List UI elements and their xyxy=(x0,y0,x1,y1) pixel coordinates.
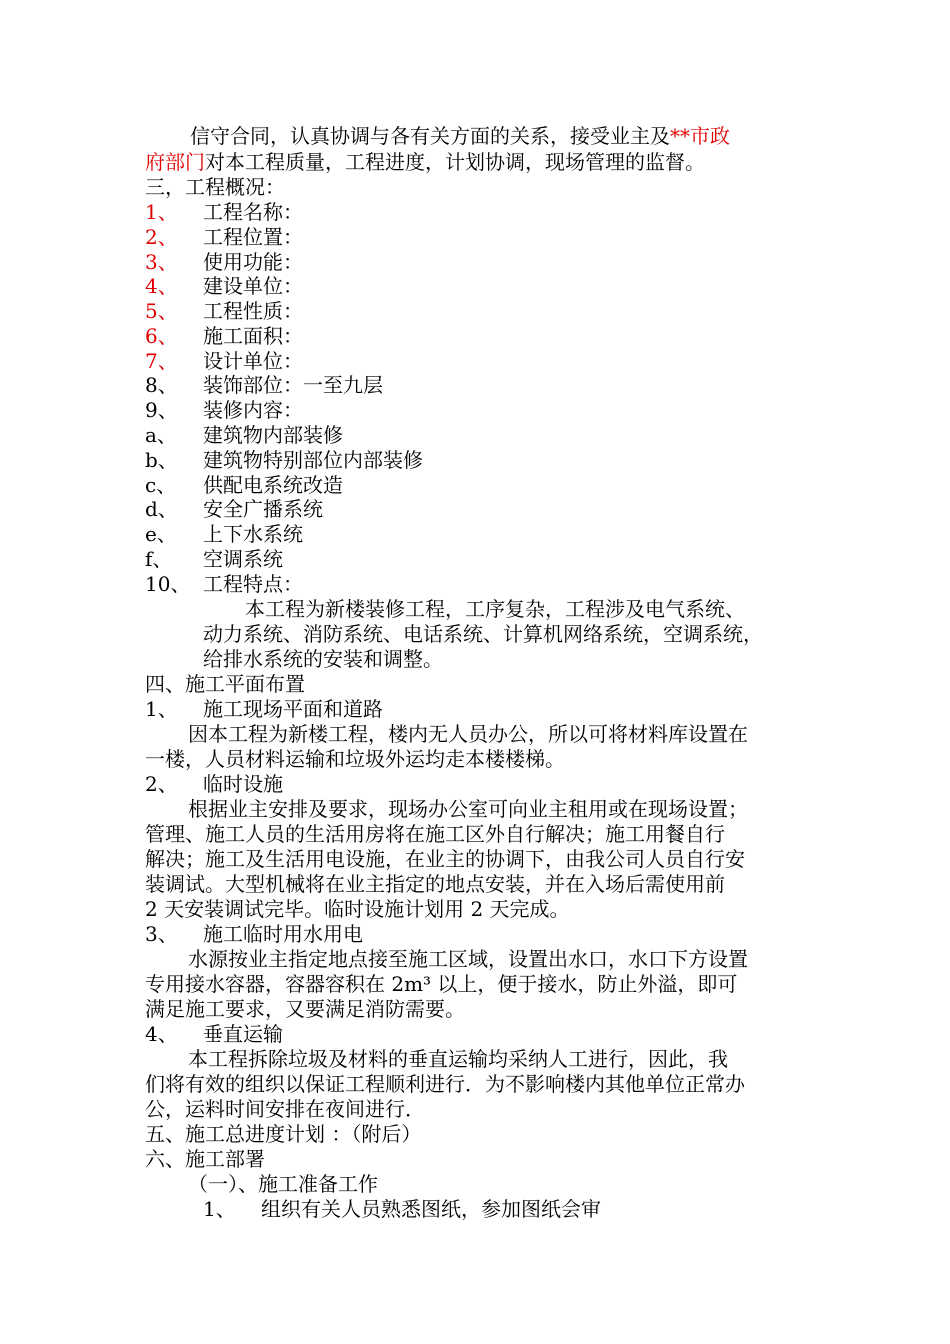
item-number: 4、 xyxy=(145,274,178,298)
content-subitem xyxy=(145,497,323,521)
subsection-label: 施工临时用水用电 xyxy=(203,922,363,946)
subitem-label: 建筑物内部装修 xyxy=(203,423,343,447)
item-label: 工程位置： xyxy=(203,225,303,249)
item-label: 设计单位： xyxy=(203,349,303,373)
overview-item xyxy=(145,200,303,224)
subitem-label: 安全广播系统 xyxy=(203,497,323,521)
paragraph-line: 专用接水容器，容器容积在 2m³ 以上，便于接水，防止外溢，即可 xyxy=(145,972,738,996)
overview-item xyxy=(145,373,383,397)
intro-text: 对本工程质量，工程进度，计划协调，现场管理的监督。 xyxy=(205,150,705,174)
overview-item xyxy=(145,274,303,298)
section4-heading: 四、施工平面布置 xyxy=(145,672,305,696)
intro-line-2 xyxy=(145,150,705,174)
overview-item xyxy=(145,225,303,249)
item-number: 10、 xyxy=(145,572,191,596)
item-label: 组织有关人员熟悉图纸，参加图纸会审 xyxy=(261,1197,601,1221)
paragraph-line: 公，运料时间安排在夜间进行． xyxy=(145,1097,425,1121)
item-number: 1、 xyxy=(203,1197,236,1221)
item-number: 1、 xyxy=(145,200,178,224)
paragraph-line: 们将有效的组织以保证工程顺利进行．为不影响楼内其他单位正常办 xyxy=(145,1072,745,1096)
item-number: 9、 xyxy=(145,398,178,422)
intro-highlight: 府部门 xyxy=(145,150,205,174)
subitem-label: 供配电系统改造 xyxy=(203,473,343,497)
overview-item xyxy=(145,398,303,422)
item-label: 施工面积： xyxy=(203,324,303,348)
item-number: 3、 xyxy=(145,250,178,274)
intro-highlight: **市政 xyxy=(670,124,730,148)
paragraph-line: 水源按业主指定地点接至施工区域，设置出水口，水口下方设置 xyxy=(188,947,748,971)
subsection-label: 垂直运输 xyxy=(203,1022,283,1046)
item-label: 建设单位： xyxy=(203,274,303,298)
overview-item xyxy=(145,572,303,596)
content-subitem xyxy=(145,547,283,571)
subitem-letter: e、 xyxy=(145,522,177,546)
paragraph-line: 满足施工要求，又要满足消防需要。 xyxy=(145,997,465,1021)
subitem-label: 上下水系统 xyxy=(203,522,303,546)
paragraph-line: 装调试。大型机械将在业主指定的地点安装，并在入场后需使用前 xyxy=(145,872,725,896)
subsection-title xyxy=(145,1022,283,1046)
content-subitem xyxy=(145,522,303,546)
subitem-letter: f、 xyxy=(145,547,173,571)
subsection-number: 3、 xyxy=(145,922,178,946)
features-line: 动力系统、消防系统、电话系统、计算机网络系统，空调系统， xyxy=(203,622,763,646)
paragraph-line: 管理、施工人员的生活用房将在施工区外自行解决；施工用餐自行 xyxy=(145,822,725,846)
paragraph-line: 因本工程为新楼工程，楼内无人员办公，所以可将材料库设置在 xyxy=(188,722,748,746)
item-label: 工程特点： xyxy=(203,572,303,596)
item-number: 8、 xyxy=(145,373,178,397)
paragraph-line: 2 天安装调试完毕。临时设施计划用 2 天完成。 xyxy=(145,897,570,921)
paragraph-line: 一楼，人员材料运输和垃圾外运均走本楼楼梯。 xyxy=(145,747,565,771)
overview-item xyxy=(145,324,303,348)
subsection-number: 4、 xyxy=(145,1022,178,1046)
subsection-number: 2、 xyxy=(145,772,178,796)
item-number: 7、 xyxy=(145,349,178,373)
overview-item xyxy=(145,250,303,274)
subitem-label: 建筑物特别部位内部装修 xyxy=(203,448,423,472)
intro-text: 信守合同，认真协调与各有关方面的关系，接受业主及 xyxy=(190,124,670,148)
section3-heading: 三，工程概况： xyxy=(145,175,285,199)
subsection-label: 施工现场平面和道路 xyxy=(203,697,383,721)
intro-line-1 xyxy=(190,124,730,148)
overview-item xyxy=(145,299,303,323)
subsection-title xyxy=(145,697,383,721)
subsection-title xyxy=(145,922,363,946)
item-label: 使用功能： xyxy=(203,250,303,274)
item-label: 工程名称： xyxy=(203,200,303,224)
subsection-number: 1、 xyxy=(145,697,178,721)
section6-heading: 六、施工部署 xyxy=(145,1147,265,1171)
item-number: 2、 xyxy=(145,225,178,249)
item-label: 装饰部位：一至九层 xyxy=(203,373,383,397)
section5-heading: 五、施工总进度计划 ：（附后） xyxy=(145,1122,422,1146)
item-label: 工程性质： xyxy=(203,299,303,323)
subitem-letter: a、 xyxy=(145,423,177,447)
section6-item xyxy=(203,1197,601,1221)
item-number: 6、 xyxy=(145,324,178,348)
paragraph-line: 本工程拆除垃圾及材料的垂直运输均采纳人工进行，因此，我 xyxy=(188,1047,728,1071)
content-subitem xyxy=(145,423,343,447)
subsection-label: 临时设施 xyxy=(203,772,283,796)
content-subitem xyxy=(145,473,343,497)
section6-subheading: （一）、施工准备工作 xyxy=(188,1172,378,1196)
item-number: 5、 xyxy=(145,299,178,323)
subsection-title xyxy=(145,772,283,796)
features-line: 本工程为新楼装修工程，工序复杂，工程涉及电气系统、 xyxy=(245,597,745,621)
subitem-letter: d、 xyxy=(145,497,178,521)
subitem-letter: c、 xyxy=(145,473,177,497)
subitem-label: 空调系统 xyxy=(203,547,283,571)
subitem-letter: b、 xyxy=(145,448,178,472)
content-subitem xyxy=(145,448,423,472)
paragraph-line: 根据业主安排及要求，现场办公室可向业主租用或在现场设置； xyxy=(188,797,748,821)
overview-item xyxy=(145,349,303,373)
item-label: 装修内容： xyxy=(203,398,303,422)
features-line: 给排水系统的安装和调整。 xyxy=(203,647,443,671)
paragraph-line: 解决；施工及生活用电设施，在业主的协调下，由我公司人员自行安 xyxy=(145,847,745,871)
